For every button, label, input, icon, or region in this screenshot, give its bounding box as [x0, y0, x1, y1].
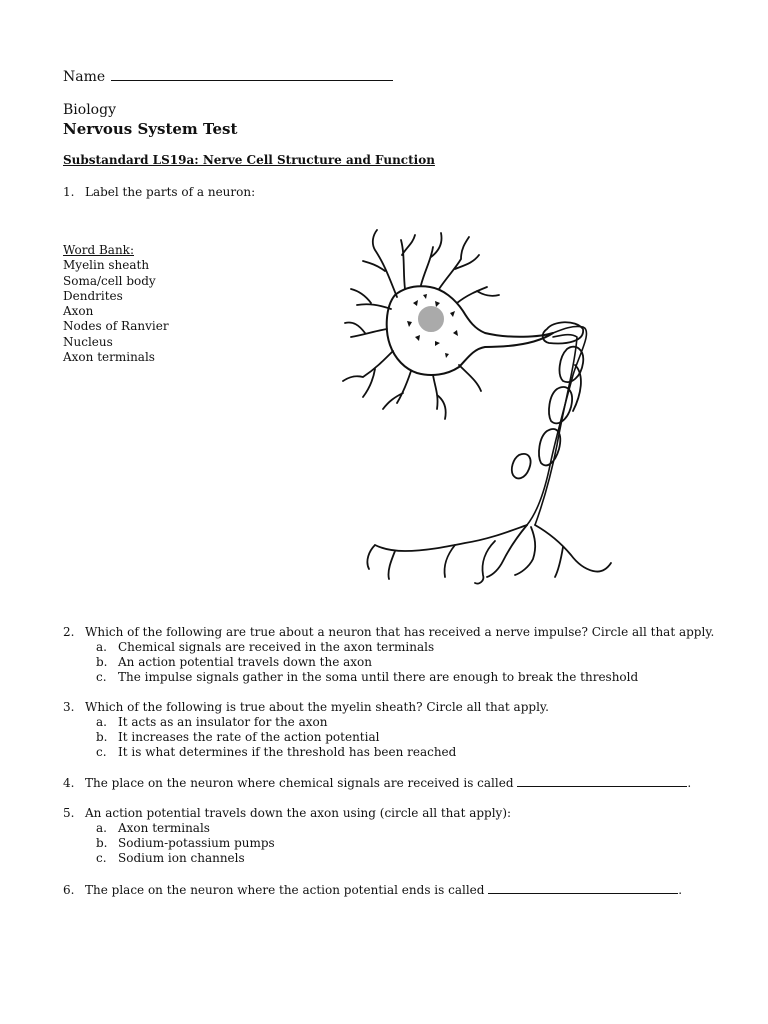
question-2: [63, 625, 714, 685]
answer-blank[interactable]: [488, 882, 678, 894]
substandard-heading: Substandard LS19a: Nerve Cell Structure and Function: [63, 153, 435, 167]
question-3: [63, 700, 549, 760]
question-number: 6.: [63, 883, 75, 897]
nucleus: [419, 307, 443, 331]
name-blank-line[interactable]: [111, 66, 393, 81]
question-4: 4. The place on the neuron where chemical signals are received is called .: [63, 776, 692, 790]
question-1: [63, 185, 255, 200]
question-number: 2.: [63, 625, 75, 639]
name-label: Name: [63, 69, 106, 85]
answer-option[interactable]: c. It is what determines if the threshold has been reached: [96, 745, 457, 759]
word-bank: [63, 243, 169, 365]
question-text: The place on the neuron where chemical signals are received is called: [85, 776, 514, 790]
answer-option[interactable]: b. An action potential travels down the axon: [96, 655, 373, 669]
question-number: 3.: [63, 700, 75, 714]
question-text: An action potential travels down the axon using (circle all that apply):: [85, 806, 512, 820]
question-number: 1.: [63, 185, 75, 199]
answer-option[interactable]: b. Sodium-potassium pumps: [96, 836, 275, 850]
answer-option[interactable]: c. The impulse signals gather in the soma until there are enough to break the threshold: [96, 670, 639, 684]
word-bank-item: Soma/cell body: [63, 273, 156, 288]
question-5: [63, 806, 511, 866]
subject-label: Biology: [63, 102, 116, 118]
word-bank-item: Nucleus: [63, 334, 113, 349]
answer-option[interactable]: a. It acts as an insulator for the axon: [96, 715, 328, 729]
word-bank-item: Nodes of Ranvier: [63, 319, 169, 334]
answer-option[interactable]: a. Chemical signals are received in the axon terminals: [96, 640, 435, 654]
name-row: [63, 66, 393, 85]
answer-option[interactable]: b. It increases the rate of the action potential: [96, 730, 380, 744]
word-bank-item: Dendrites: [63, 288, 123, 303]
question-text: Which of the following is true about the myelin sheath? Circle all that apply.: [85, 700, 549, 714]
question-text: Label the parts of a neuron:: [85, 185, 256, 199]
word-bank-item: Axon terminals: [63, 350, 155, 365]
question-text: The place on the neuron where the action potential ends is called: [85, 883, 485, 897]
answer-option[interactable]: c. Sodium ion channels: [96, 851, 245, 865]
answer-option[interactable]: a. Axon terminals: [96, 821, 210, 835]
question-6: 6. The place on the neuron where the action potential ends is called .: [63, 883, 683, 897]
axon: [527, 326, 587, 525]
axon-terminals: [367, 525, 611, 584]
word-bank-item: Myelin sheath: [63, 258, 150, 273]
question-number: 4.: [63, 776, 75, 790]
myelin-sheath: [512, 322, 583, 478]
word-bank-item: Axon: [63, 304, 94, 319]
test-title: Nervous System Test: [63, 120, 238, 138]
question-text: Which of the following are true about a neuron that has received a nerve impulse? Circle all that apply.: [85, 625, 715, 639]
neuron-diagram: [335, 225, 615, 590]
answer-blank[interactable]: [517, 775, 687, 787]
question-number: 5.: [63, 806, 75, 820]
word-bank-title: Word Bank:: [63, 243, 134, 257]
soma-outline: [387, 286, 553, 375]
